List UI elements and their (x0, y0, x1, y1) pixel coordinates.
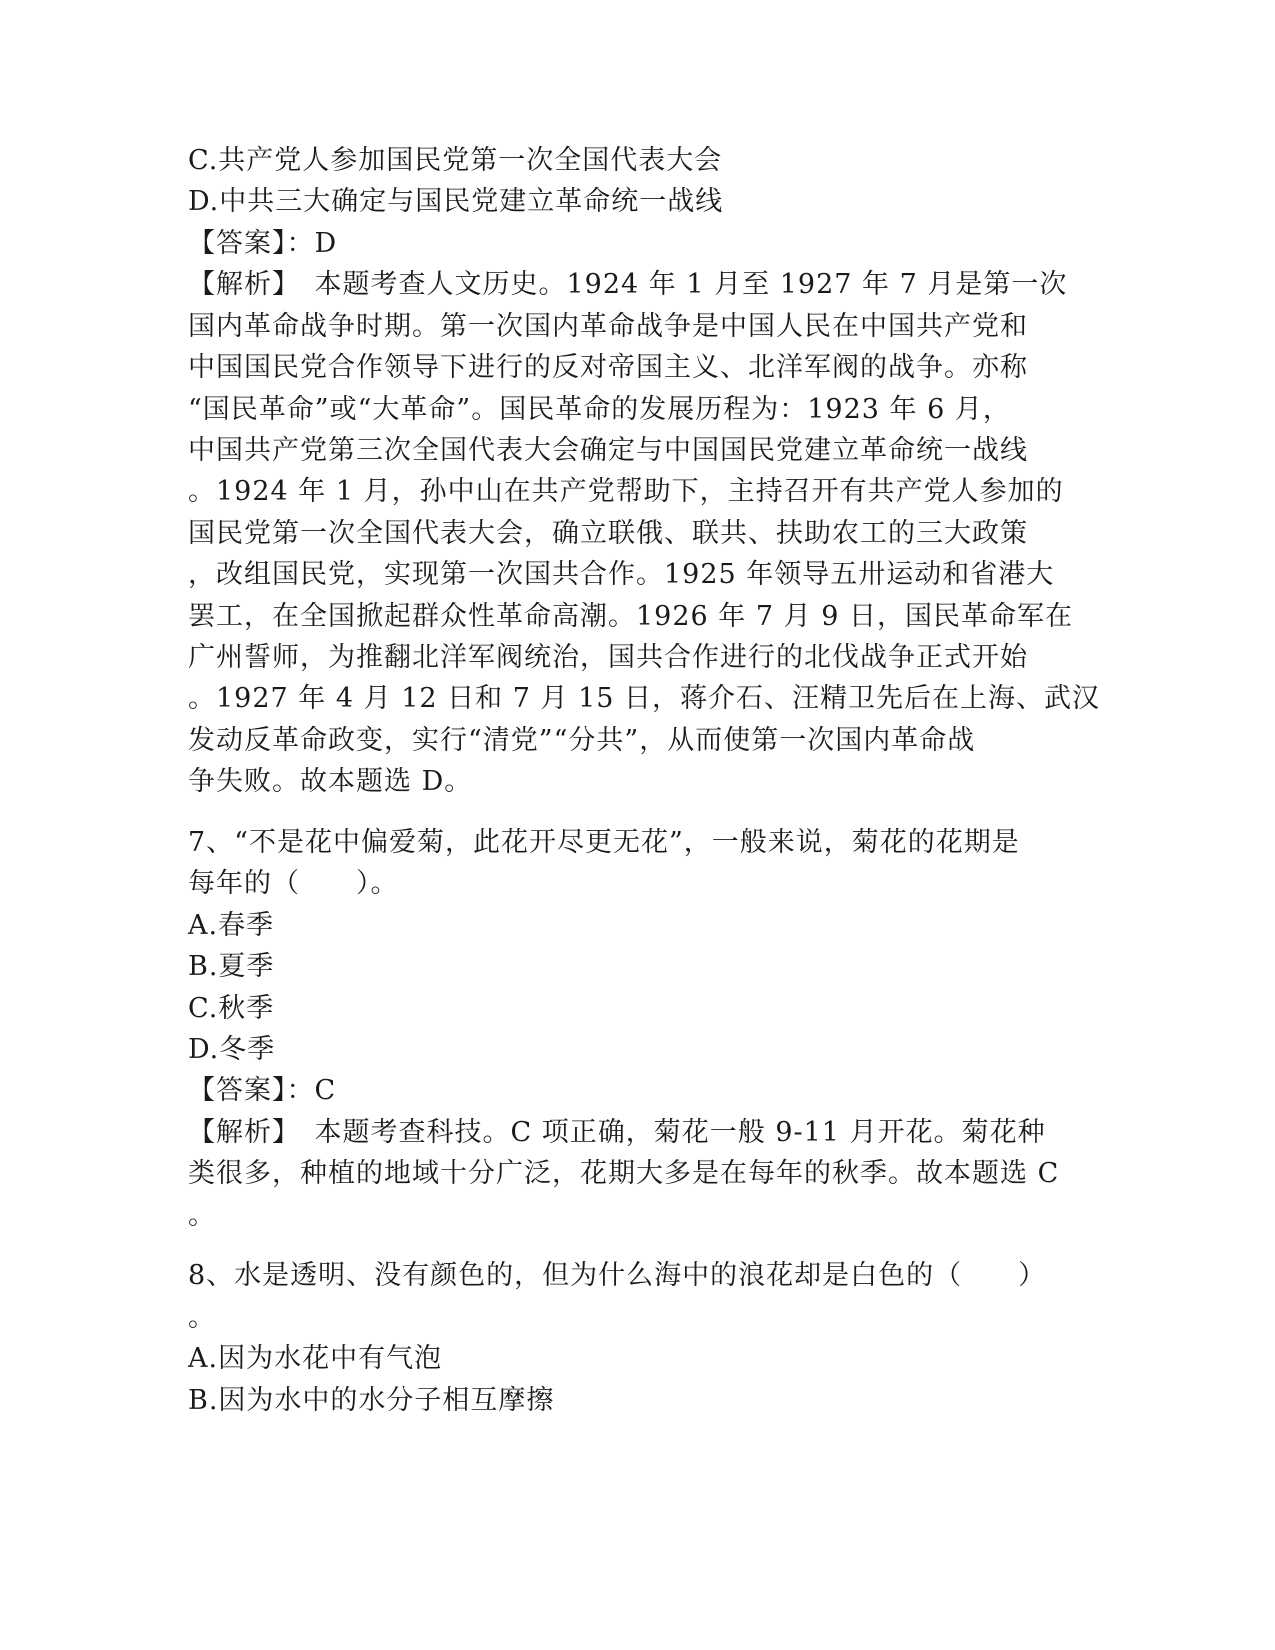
q6-option-d: D.中共三大确定与国民党建立革命统一战线 (188, 186, 724, 217)
q6-answer: 【答案】：D (188, 228, 338, 259)
q8-option-a: A.因为水花中有气泡 (188, 1343, 443, 1374)
q7-option-c: C.秋季 (188, 993, 275, 1024)
q6-explanation-line: 中国共产党第三次全国代表大会确定与中国国民党建立革命统一战线 (188, 435, 1028, 466)
q7-question-line: 每年的（ ）。 (188, 868, 399, 899)
q6-explanation-line: 发动反革命政变，实行“清党”“分共”，从而使第一次国内革命战 (188, 725, 976, 756)
q6-explanation-line: 。1927 年 4 月 12 日和 7 月 15 日，蒋介石、汪精卫先后在上海、武汉 (188, 683, 1101, 714)
q8-question-line: 8、水是透明、没有颜色的，但为什么海中的浪花却是白色的（ ） (188, 1260, 1047, 1291)
q7-explanation-line: 【解析】 本题考查科技。C 项正确，菊花一般 9-11 月开花。菊花种 (188, 1117, 1046, 1148)
q7-explanation-line: 类很多，种植的地域十分广泛，花期大多是在每年的秋季。故本题选 C (188, 1158, 1060, 1189)
q6-explanation-line: 广州誓师，为推翻北洋军阀统治，国共合作进行的北伐战争正式开始 (188, 642, 1028, 673)
q6-option-c: C.共产党人参加国民党第一次全国代表大会 (188, 145, 723, 176)
q6-explanation-line: 国内革命战争时期。第一次国内革命战争是中国人民在中国共产党和 (188, 311, 1028, 342)
q6-explanation-line: 争失败。故本题选 D。 (188, 766, 473, 797)
q8-option-b: B.因为水中的水分子相互摩擦 (188, 1385, 555, 1416)
q6-explanation-line: 中国国民党合作领导下进行的反对帝国主义、北洋军阀的战争。亦称 (188, 352, 1028, 383)
q7-option-b: B.夏季 (188, 951, 275, 982)
q6-explanation-line: 罢工，在全国掀起群众性革命高潮。1926 年 7 月 9 日，国民革命军在 (188, 601, 1073, 632)
q7-answer: 【答案】：C (188, 1075, 337, 1106)
q6-explanation-line: 【解析】 本题考查人文历史。1924 年 1 月至 1927 年 7 月是第一次 (188, 269, 1068, 300)
q7-explanation-line: 。 (188, 1200, 216, 1231)
q7-option-a: A.春季 (188, 910, 275, 941)
q7-option-d: D.冬季 (188, 1034, 276, 1065)
q6-explanation-line: ，改组国民党，实现第一次国共合作。1925 年领导五卅运动和省港大 (188, 559, 1055, 590)
q6-explanation-line: 国民党第一次全国代表大会，确立联俄、联共、扶助农工的三大政策 (188, 518, 1028, 549)
q6-explanation-line: “国民革命”或“大革命”。国民革命的发展历程为：1923 年 6 月， (188, 394, 1011, 425)
q6-explanation-line: 。1924 年 1 月，孙中山在共产党帮助下，主持召开有共产党人参加的 (188, 476, 1064, 507)
q7-question-line: 7、“不是花中偏爱菊，此花开尽更无花”，一般来说，菊花的花期是 (188, 827, 1020, 858)
q8-question-line: 。 (188, 1302, 216, 1333)
